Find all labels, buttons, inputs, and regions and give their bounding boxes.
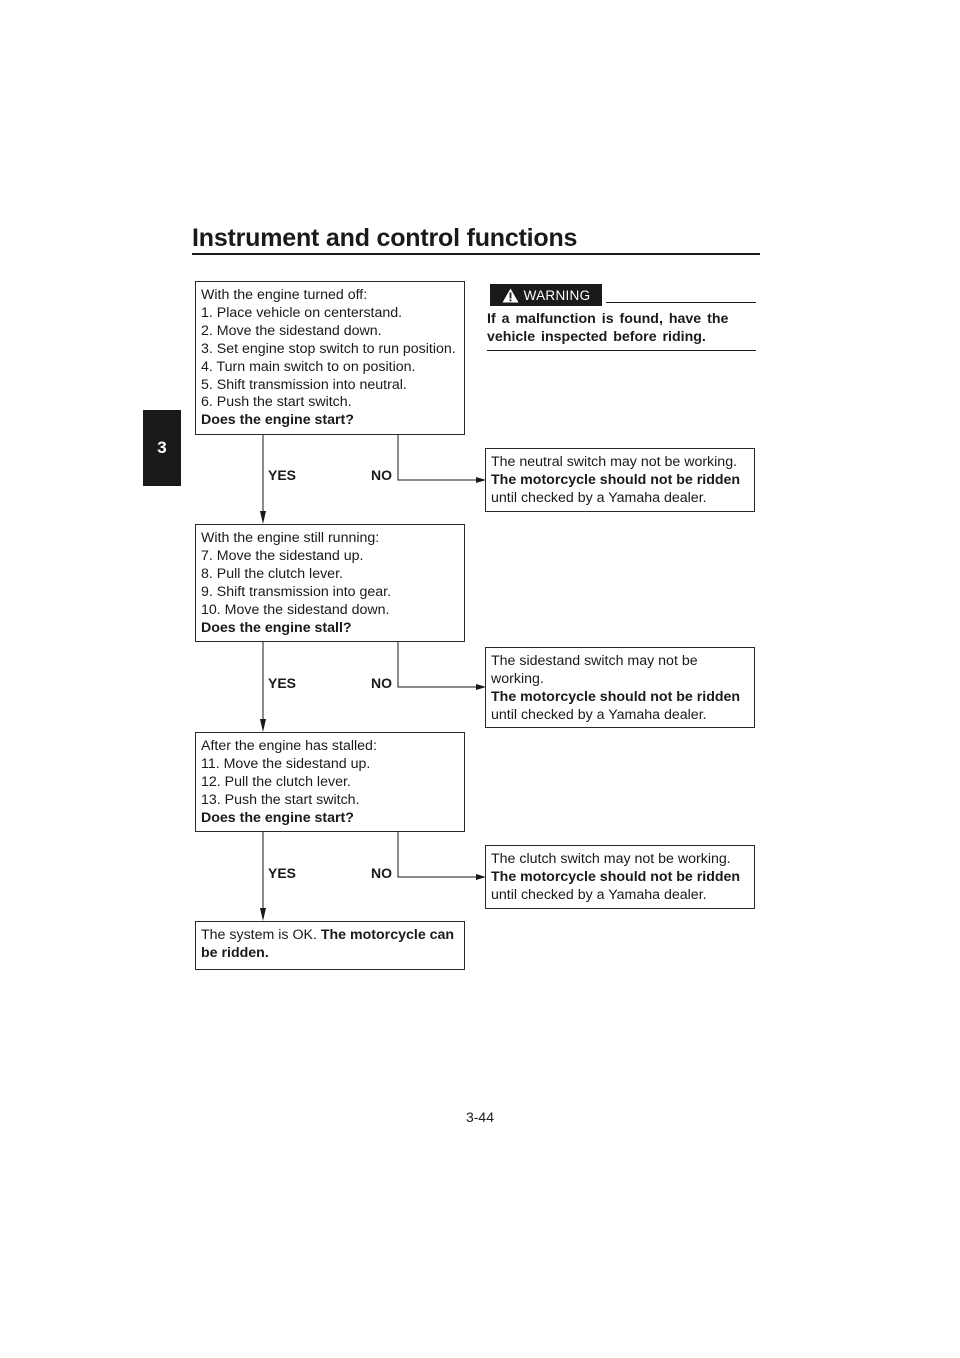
connector-no-2: [398, 641, 479, 687]
arrowhead-yes-2: [260, 719, 266, 732]
flow-step-1: [195, 281, 465, 435]
step-3-question: Does the engine start?: [201, 809, 354, 826]
step-1-line: 3. Set engine stop switch to run position.: [201, 340, 456, 357]
fault-box-neutral-switch: [485, 448, 755, 512]
result-ok-bold: The motorcycle can: [320, 927, 455, 943]
flow-step-2: [195, 524, 465, 642]
step-2-line: 10. Move the sidestand down.: [201, 601, 390, 618]
fault-1-bold: The motorcycle should not be ridden: [491, 471, 741, 488]
fault-3-text: The clutch switch may not be working.: [491, 851, 731, 867]
fault-2-text: working.: [491, 670, 544, 687]
warning-rule-bottom: [487, 350, 756, 351]
connector-no-1: [398, 434, 479, 480]
step-2-line: With the engine still running:: [201, 530, 380, 546]
result-ok-bold-continued: be ridden.: [201, 944, 269, 961]
step-2-line: 8. Pull the clutch lever.: [201, 565, 343, 582]
no-label: NO: [371, 675, 392, 691]
step-1-line: With the engine turned off:: [201, 287, 368, 303]
step-2-line: 9. Shift transmission into gear.: [201, 583, 392, 600]
warning-badge: [490, 284, 602, 306]
step-2-question: Does the engine stall?: [201, 619, 352, 636]
step-1-line: 1. Place vehicle on centerstand.: [201, 304, 403, 321]
fault-box-clutch-switch: [485, 845, 755, 909]
connector-no-3: [398, 831, 479, 877]
warning-text-line: If a malfunction is found, have the: [487, 311, 729, 327]
no-label: NO: [371, 467, 392, 483]
step-1-line: 2. Move the sidestand down.: [201, 322, 382, 339]
warning-triangle-icon: [502, 288, 519, 303]
step-1-line: 5. Shift transmission into neutral.: [201, 376, 407, 393]
fault-box-sidestand-switch: [485, 647, 755, 728]
result-ok-text: The system is OK.: [201, 927, 317, 943]
fault-2-bold: The motorcycle should not be ridden: [491, 688, 741, 705]
step-3-line: 12. Pull the clutch lever.: [201, 773, 351, 790]
arrowhead-yes-1: [260, 511, 266, 524]
step-3-line: After the engine has stalled:: [201, 738, 377, 754]
fault-1-tail: until checked by a Yamaha dealer.: [491, 489, 707, 506]
step-2-line: 7. Move the sidestand up.: [201, 547, 364, 564]
fault-2-text: The sidestand switch may not be: [491, 653, 698, 669]
fault-1-text: The neutral switch may not be working.: [491, 454, 738, 470]
step-1-question: Does the engine start?: [201, 412, 354, 429]
page-title: Instrument and control functions: [192, 224, 578, 252]
fault-2-tail: until checked by a Yamaha dealer.: [491, 706, 707, 723]
flow-step-3: [195, 732, 465, 832]
page-number: 3-44: [465, 1109, 495, 1125]
step-3-line: 13. Push the start switch.: [201, 791, 360, 808]
fault-3-tail: until checked by a Yamaha dealer.: [491, 886, 707, 903]
warning-rule-top: [606, 302, 756, 303]
chapter-tab: 3: [143, 410, 181, 486]
flow-result-ok: [195, 921, 465, 970]
warning-label: WARNING: [523, 287, 591, 303]
step-1-line: 4. Turn main switch to on position.: [201, 358, 416, 375]
warning-text-line: vehicle inspected before riding.: [487, 329, 706, 345]
yes-label: YES: [268, 467, 297, 483]
step-1-line: 6. Push the start switch.: [201, 394, 352, 411]
result-ok-line: [201, 927, 460, 945]
yes-label: YES: [268, 675, 297, 691]
fault-3-bold: The motorcycle should not be ridden: [491, 868, 741, 885]
step-3-line: 11. Move the sidestand up.: [201, 755, 371, 772]
no-label: NO: [371, 865, 392, 881]
arrowhead-yes-3: [260, 908, 266, 921]
yes-label: YES: [268, 865, 297, 881]
warning-text: [487, 310, 755, 346]
